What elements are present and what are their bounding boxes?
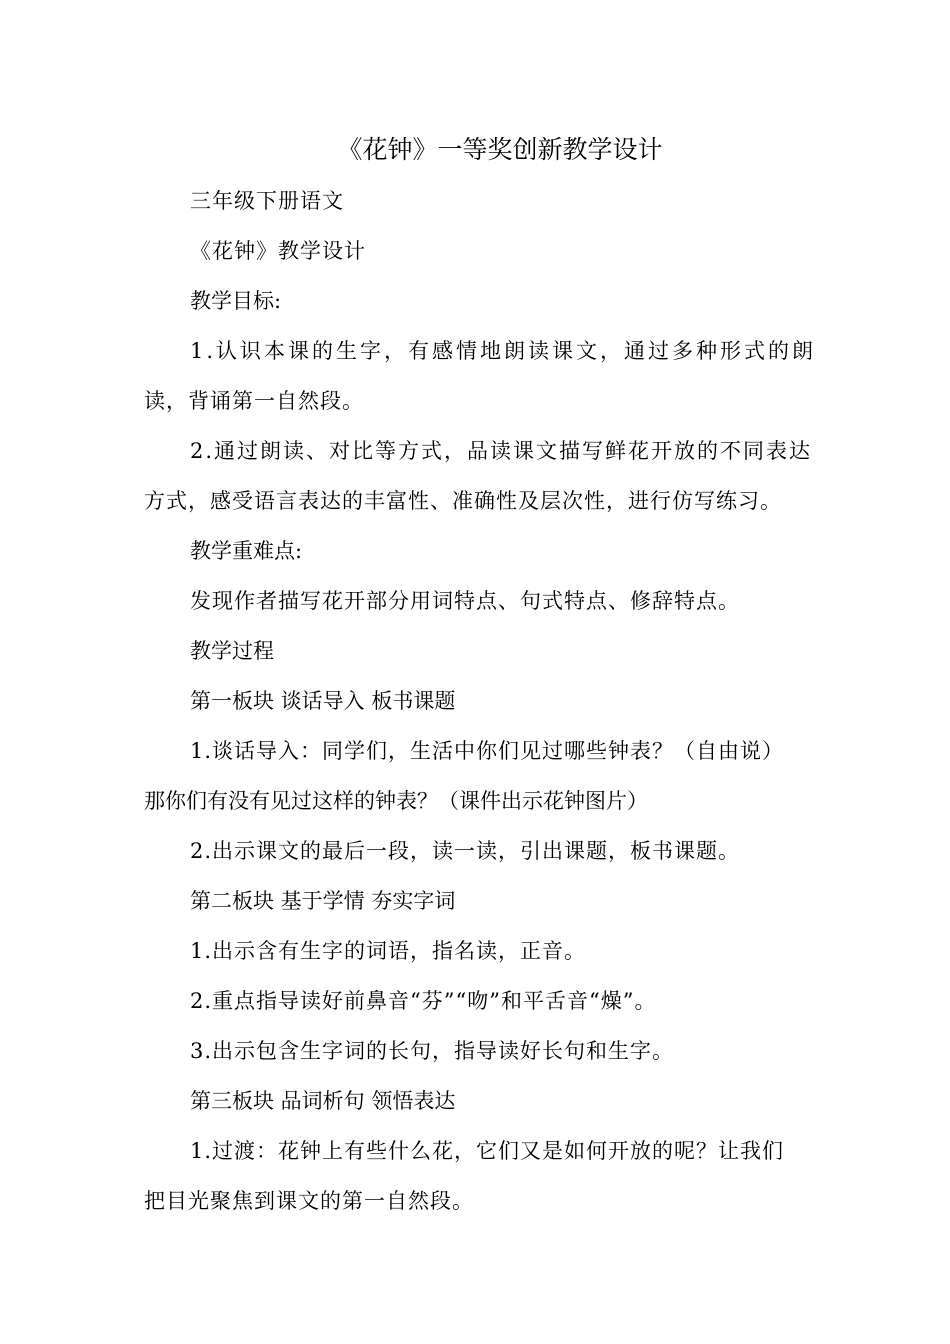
text-line-key-points-heading: 教学重难点: xyxy=(190,539,303,563)
text-line-section-1: 第一板块 谈话导入 板书课题 xyxy=(190,689,456,713)
text-line-section-1-step-1-cont: 那你们有没有见过这样的钟表？（课件出示花钟图片） xyxy=(144,789,648,813)
text-line-objectives-heading: 教学目标: xyxy=(190,289,282,313)
text-line-section-2-step-1: 1.出示含有生字的词语，指名读，正音。 xyxy=(190,939,587,963)
text-line-key-points: 发现作者描写花开部分用词特点、句式特点、修辞特点。 xyxy=(190,589,740,613)
text-line-section-3-step-1-cont: 把目光聚焦到课文的第一自然段。 xyxy=(144,1189,474,1213)
text-line-grade: 三年级下册语文 xyxy=(190,189,344,213)
text-line-section-3-step-1: 1.过渡：花钟上有些什么花，它们又是如何开放的呢？让我们 xyxy=(190,1139,785,1163)
text-line-section-2-step-3: 3.出示包含生字词的长句，指导读好长句和生字。 xyxy=(190,1039,675,1063)
document-title: 《花钟》一等奖创新教学设计 xyxy=(337,135,663,164)
text-line-section-2-step-2: 2.重点指导读好前鼻音“芬”“吻”和平舌音“燥”。 xyxy=(190,989,657,1013)
text-line-objective-2-cont: 方式，感受语言表达的丰富性、准确性及层次性，进行仿写练习。 xyxy=(144,489,782,513)
text-line-section-1-step-2: 2.出示课文的最后一段，读一读，引出课题，板书课题。 xyxy=(190,839,741,863)
text-line-design-title: 《花钟》教学设计 xyxy=(190,239,366,263)
text-line-section-2: 第二板块 基于学情 夯实字词 xyxy=(190,889,456,913)
text-line-objective-1-cont: 读，背诵第一自然段。 xyxy=(144,389,364,413)
text-line-section-3: 第三板块 品词析句 领悟表达 xyxy=(190,1089,456,1113)
text-line-process-heading: 教学过程 xyxy=(190,639,274,663)
text-line-objective-2: 2.通过朗读、对比等方式，品读课文描写鲜花开放的不同表达 xyxy=(190,439,813,463)
text-line-objective-1: 1.认识本课的生字，有感情地朗读课文，通过多种形式的朗 xyxy=(190,339,817,363)
text-line-section-1-step-1: 1.谈话导入：同学们，生活中你们见过哪些钟表？（自由说） xyxy=(190,739,785,763)
